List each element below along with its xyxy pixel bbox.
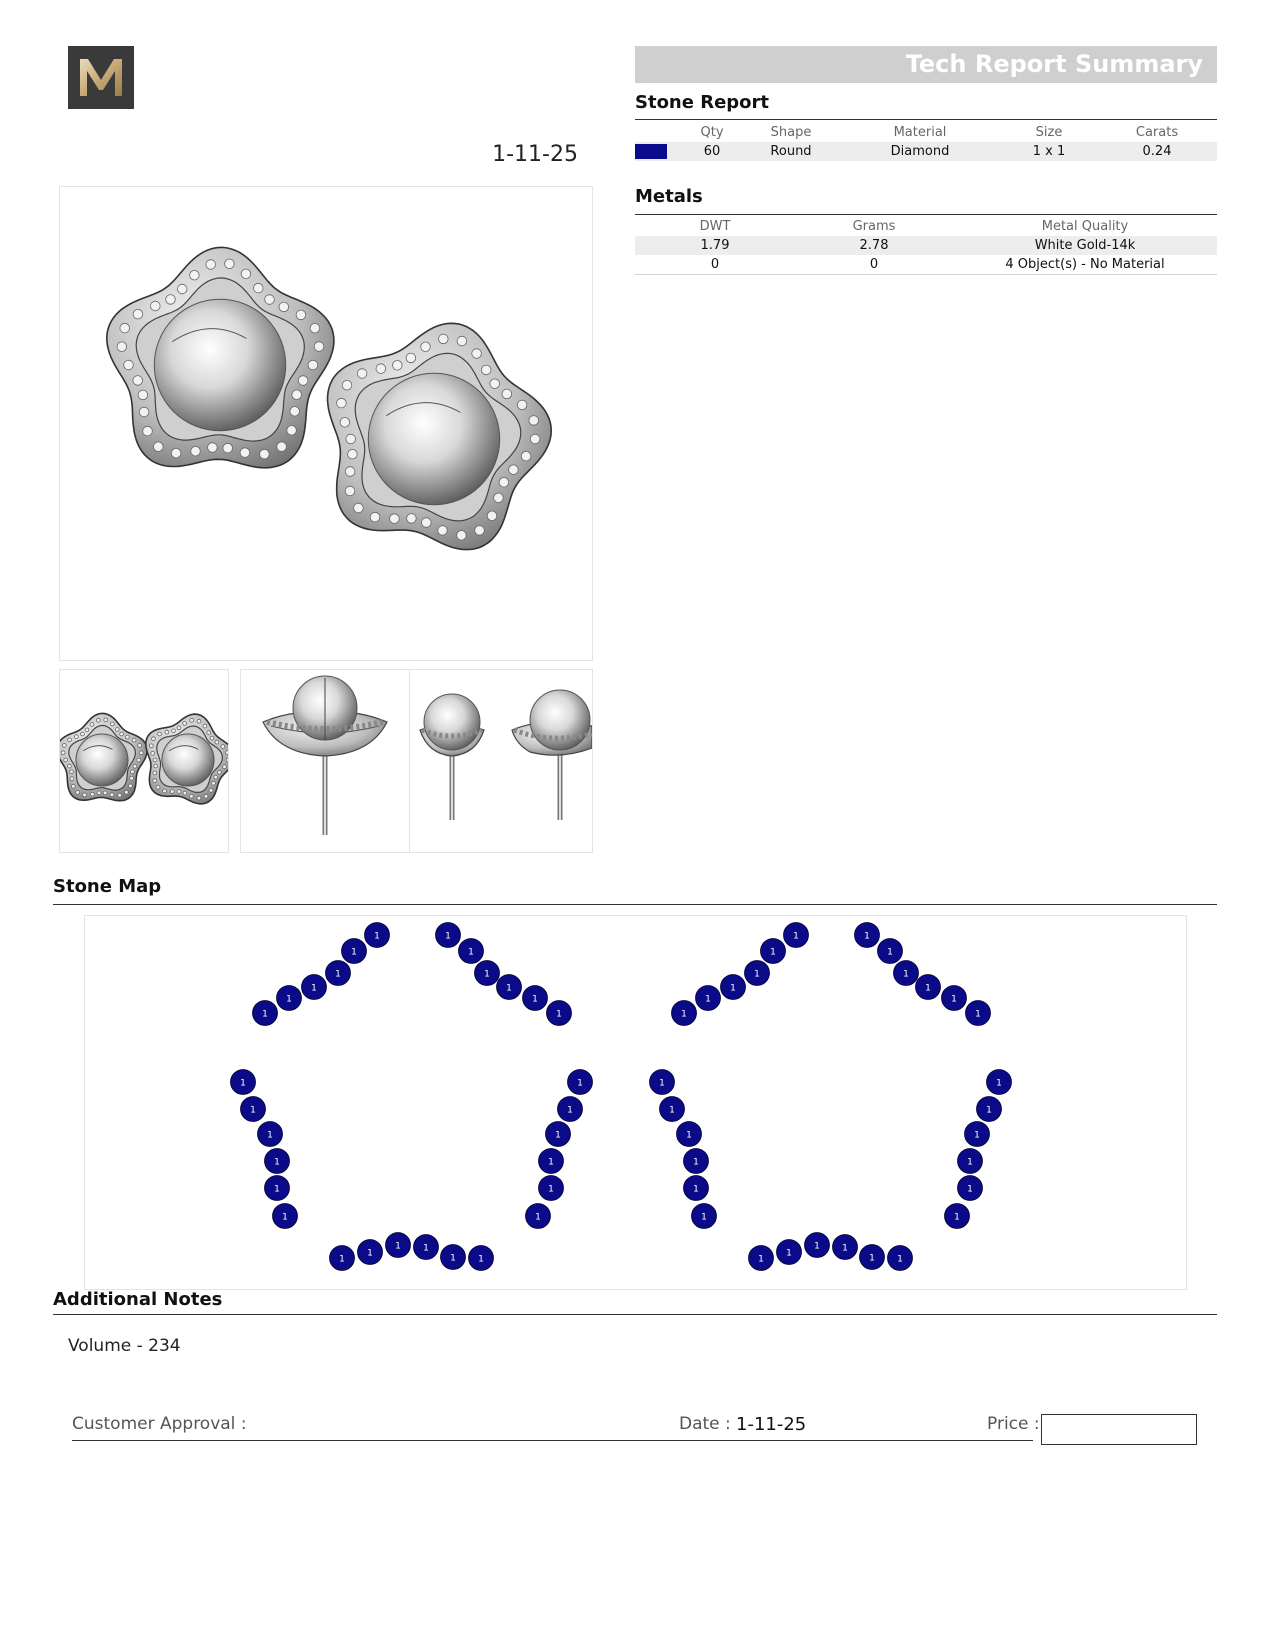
header-date: 1-11-25 — [492, 142, 578, 167]
front-view-icon — [410, 670, 592, 852]
stone-marker-label: 1 — [681, 1009, 687, 1020]
stone-map-title: Stone Map — [53, 876, 162, 897]
stone-marker-label: 1 — [484, 969, 490, 980]
stone-marker-label: 1 — [286, 994, 292, 1005]
stone-marker-label: 1 — [730, 983, 736, 994]
stone-marker-label: 1 — [556, 1009, 562, 1020]
company-logo — [68, 46, 134, 109]
stone-marker-label: 1 — [535, 1212, 541, 1223]
stone-qty: 60 — [703, 144, 721, 159]
date-label: Date : — [679, 1414, 731, 1434]
earrings-render-icon — [60, 187, 592, 660]
stone-marker-label: 1 — [659, 1078, 665, 1089]
stone-marker-label: 1 — [468, 947, 474, 958]
stone-marker-label: 1 — [555, 1130, 561, 1141]
stone-marker-label: 1 — [282, 1212, 288, 1223]
stone-marker-label: 1 — [445, 931, 451, 942]
approval-signature-line[interactable] — [72, 1440, 1033, 1441]
stone-marker-label: 1 — [262, 1009, 268, 1020]
stone-report-rule — [635, 119, 1217, 120]
stone-marker-label: 1 — [450, 1253, 456, 1264]
stone-marker-label: 1 — [548, 1184, 554, 1195]
col-shape: Shape — [770, 124, 812, 140]
stone-size: 1 x 1 — [1032, 144, 1066, 159]
stone-marker-label: 1 — [975, 1009, 981, 1020]
additional-notes-text: Volume - 234 — [68, 1336, 181, 1356]
stone-material: Diamond — [890, 144, 950, 159]
stone-map-diagram — [85, 916, 1186, 1289]
stone-marker-label: 1 — [335, 969, 341, 980]
stone-marker-label: 1 — [974, 1130, 980, 1141]
stone-marker-label: 1 — [786, 1248, 792, 1259]
metals-table — [635, 216, 1217, 275]
col-dwt: DWT — [699, 218, 731, 234]
side-view-icon — [241, 670, 410, 852]
col-metal-quality: Metal Quality — [1041, 218, 1129, 234]
stone-map-rule — [53, 904, 1217, 905]
stone-marker-label: 1 — [374, 931, 380, 942]
stone-marker-label: 1 — [996, 1078, 1002, 1089]
stone-marker-label: 1 — [274, 1157, 280, 1168]
stone-marker-label: 1 — [267, 1130, 273, 1141]
stone-marker-label: 1 — [506, 983, 512, 994]
price-field[interactable] — [1041, 1414, 1197, 1445]
stone-marker-label: 1 — [864, 931, 870, 942]
stone-marker-label: 1 — [814, 1241, 820, 1252]
stone-marker-label: 1 — [367, 1248, 373, 1259]
price-label: Price : — [987, 1414, 1040, 1434]
thumbnail-top-view — [59, 669, 229, 853]
stone-marker-label: 1 — [897, 1254, 903, 1265]
stone-marker-label: 1 — [770, 947, 776, 958]
col-size: Size — [1035, 124, 1063, 140]
stone-shape: Round — [770, 144, 812, 159]
table-row — [635, 236, 1217, 255]
stone-report-table — [635, 122, 1217, 161]
stone-marker-label: 1 — [567, 1105, 573, 1116]
stone-marker-label: 1 — [758, 1254, 764, 1265]
thumbnail-side-view — [240, 669, 411, 853]
metal-grams: 2.78 — [859, 238, 889, 253]
stone-marker-label: 1 — [793, 931, 799, 942]
report-title: Tech Report Summary — [905, 50, 1203, 78]
stone-marker-label: 1 — [686, 1130, 692, 1141]
stone-marker-label: 1 — [693, 1157, 699, 1168]
stone-color-swatch — [635, 144, 667, 159]
stone-marker-label: 1 — [693, 1184, 699, 1195]
stone-marker-label: 1 — [351, 947, 357, 958]
additional-notes-title: Additional Notes — [53, 1289, 223, 1310]
stone-marker-label: 1 — [478, 1254, 484, 1265]
table-row — [635, 255, 1217, 275]
stone-marker-label: 1 — [951, 994, 957, 1005]
stone-marker-label: 1 — [577, 1078, 583, 1089]
stone-marker-label: 1 — [986, 1105, 992, 1116]
stone-marker-label: 1 — [395, 1241, 401, 1252]
metal-dwt: 0 — [635, 255, 795, 275]
stone-marker-label: 1 — [925, 983, 931, 994]
stone-map-panel — [84, 915, 1187, 1290]
stone-report-header-row — [635, 122, 1217, 142]
stone-marker-label: 1 — [869, 1253, 875, 1264]
top-view-icon — [60, 670, 228, 852]
stone-marker-label: 1 — [548, 1157, 554, 1168]
stone-marker-label: 1 — [423, 1243, 429, 1254]
stone-marker-label: 1 — [339, 1254, 345, 1265]
stone-marker-label: 1 — [903, 969, 909, 980]
stone-report-title: Stone Report — [635, 92, 770, 113]
metals-header-row — [635, 216, 1217, 236]
stone-marker-label: 1 — [754, 969, 760, 980]
stone-marker-label: 1 — [669, 1105, 675, 1116]
col-qty: Qty — [700, 124, 724, 140]
stone-marker-label: 1 — [240, 1078, 246, 1089]
m-logo-icon — [68, 46, 134, 109]
stone-marker-label: 1 — [274, 1184, 280, 1195]
thumbnail-front-view — [409, 669, 593, 853]
table-row — [635, 142, 1217, 161]
col-grams: Grams — [852, 218, 896, 234]
stone-marker-label: 1 — [705, 994, 711, 1005]
stone-marker-label: 1 — [532, 994, 538, 1005]
metal-grams: 0 — [795, 255, 953, 275]
customer-approval-label: Customer Approval : — [72, 1414, 247, 1434]
date-value: 1-11-25 — [736, 1414, 807, 1435]
metal-quality: 4 Object(s) - No Material — [953, 255, 1217, 275]
stone-marker-label: 1 — [954, 1212, 960, 1223]
main-render-image — [59, 186, 593, 661]
stone-marker-label: 1 — [701, 1212, 707, 1223]
earring-right — [328, 323, 552, 549]
metals-rule — [635, 214, 1217, 215]
earring-left — [107, 247, 334, 467]
col-carats: Carats — [1135, 124, 1179, 140]
additional-notes-rule — [53, 1314, 1217, 1315]
stone-marker-label: 1 — [887, 947, 893, 958]
col-material: Material — [893, 124, 947, 140]
stone-marker-label: 1 — [967, 1157, 973, 1168]
stone-marker-label: 1 — [967, 1184, 973, 1195]
title-bar — [635, 46, 1217, 83]
stone-carats: 0.24 — [1142, 144, 1172, 159]
stone-marker-label: 1 — [250, 1105, 256, 1116]
stone-marker-label: 1 — [842, 1243, 848, 1254]
stone-marker-label: 1 — [311, 983, 317, 994]
metal-quality: White Gold-14k — [1034, 238, 1136, 253]
metals-title: Metals — [635, 186, 703, 207]
metal-dwt: 1.79 — [700, 238, 730, 253]
